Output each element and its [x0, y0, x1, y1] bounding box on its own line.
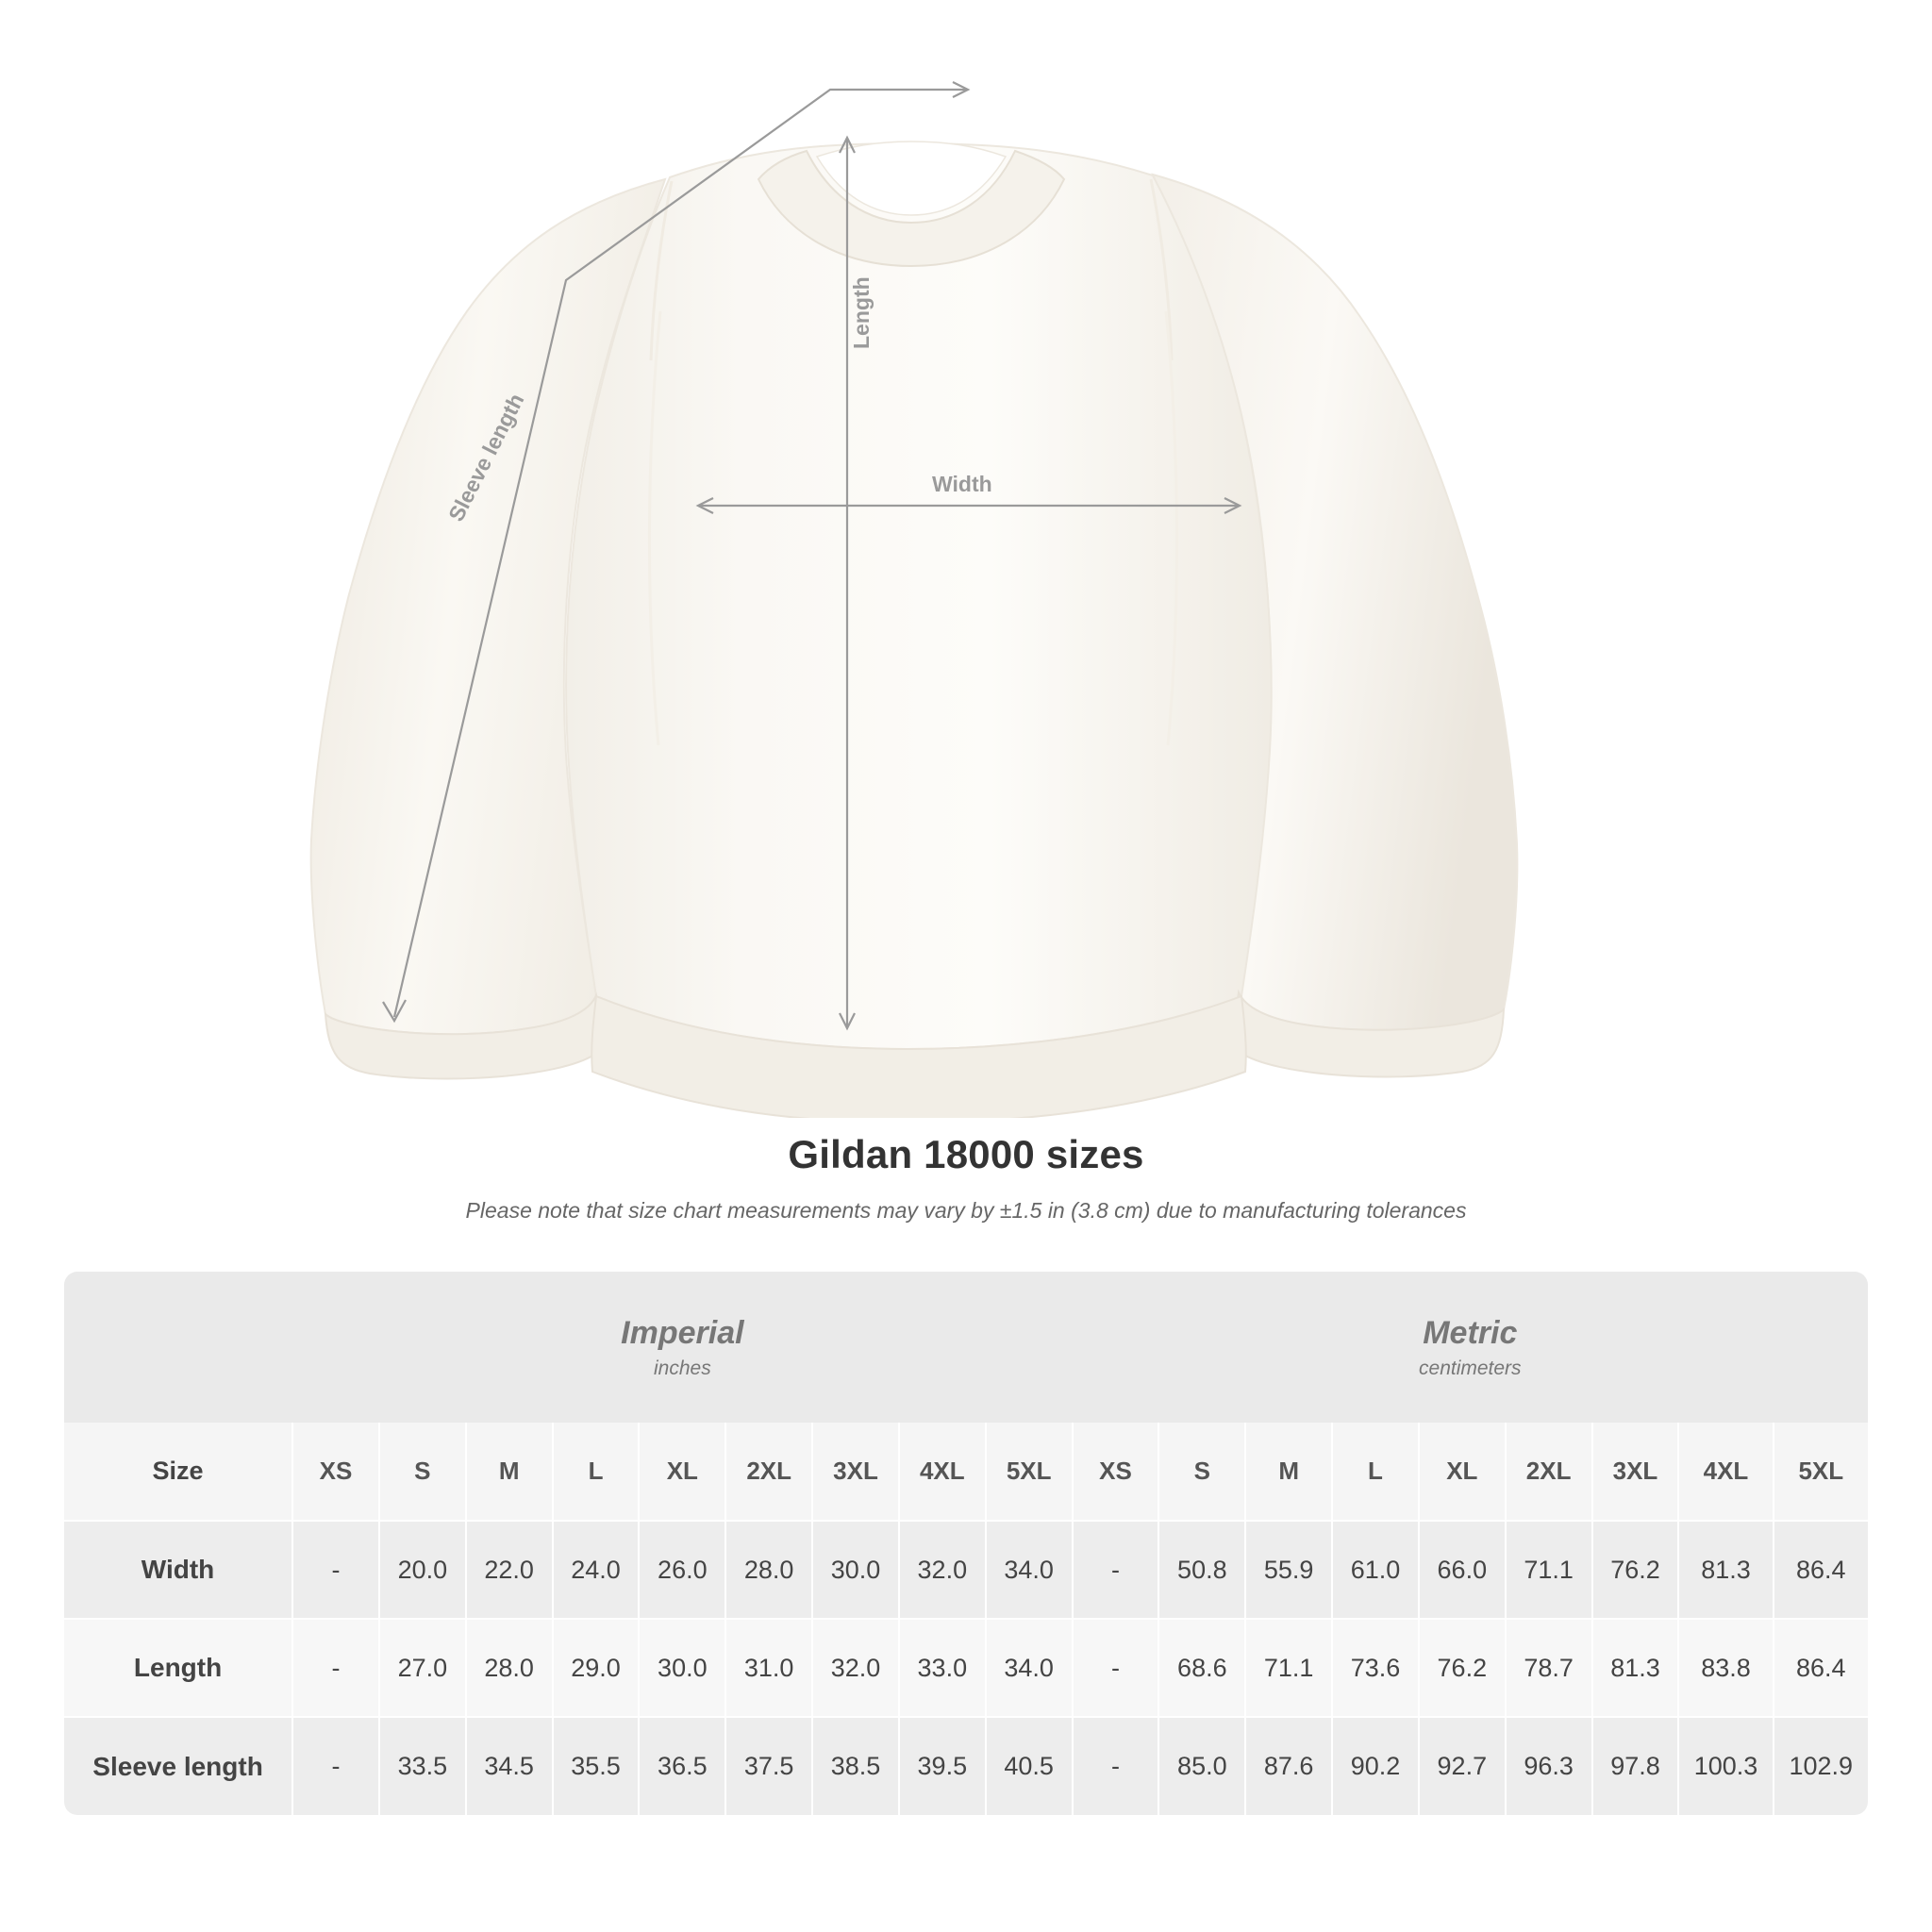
size-table-container	[64, 1272, 1868, 1815]
cell-width-metric-m: 55.9	[1245, 1521, 1332, 1619]
cell-width-imperial-l: 24.0	[553, 1521, 640, 1619]
size-header-imperial-xs: XS	[292, 1423, 379, 1521]
cell-width-metric-l: 61.0	[1332, 1521, 1419, 1619]
length-dimension-label: Length	[849, 276, 874, 349]
size-header-metric-l: L	[1332, 1423, 1419, 1521]
row-label-length: Length	[64, 1619, 292, 1717]
cell-length-imperial-3xl: 32.0	[812, 1619, 899, 1717]
cell-sleeve-imperial-3xl: 38.5	[812, 1717, 899, 1815]
cell-width-metric-2xl: 71.1	[1506, 1521, 1592, 1619]
cell-length-metric-3xl: 81.3	[1592, 1619, 1679, 1717]
size-header-imperial-l: L	[553, 1423, 640, 1521]
size-header-imperial-2xl: 2XL	[725, 1423, 812, 1521]
cell-width-metric-xl: 66.0	[1419, 1521, 1506, 1619]
cell-length-metric-m: 71.1	[1245, 1619, 1332, 1717]
cell-sleeve-imperial-xs: -	[292, 1717, 379, 1815]
tolerance-note: Please note that size chart measurements may vary by ±1.5 in (3.8 cm) due to manufacturing tolerances	[465, 1198, 1467, 1223]
cell-sleeve-metric-xl: 92.7	[1419, 1717, 1506, 1815]
cell-sleeve-metric-4xl: 100.3	[1678, 1717, 1773, 1815]
cell-length-imperial-l: 29.0	[553, 1619, 640, 1717]
page-title: Gildan 18000 sizes	[788, 1132, 1144, 1176]
cell-length-metric-5xl: 86.4	[1774, 1619, 1868, 1717]
cell-length-imperial-s: 27.0	[379, 1619, 466, 1717]
cell-length-metric-2xl: 78.7	[1506, 1619, 1592, 1717]
cell-sleeve-metric-5xl: 102.9	[1774, 1717, 1868, 1815]
cell-length-imperial-4xl: 33.0	[899, 1619, 986, 1717]
size-header-metric-m: M	[1245, 1423, 1332, 1521]
corner-cell	[64, 1272, 292, 1423]
size-header-metric-2xl: 2XL	[1506, 1423, 1592, 1521]
size-header-imperial-3xl: 3XL	[812, 1423, 899, 1521]
cell-width-metric-5xl: 86.4	[1774, 1521, 1868, 1619]
cell-sleeve-imperial-l: 35.5	[553, 1717, 640, 1815]
cell-width-imperial-3xl: 30.0	[812, 1521, 899, 1619]
cell-sleeve-metric-m: 87.6	[1245, 1717, 1332, 1815]
cell-sleeve-imperial-xl: 36.5	[639, 1717, 725, 1815]
imperial-unit-name: Imperial	[621, 1314, 744, 1351]
size-table	[64, 1272, 1868, 1815]
size-header-metric-s: S	[1158, 1423, 1245, 1521]
cell-width-metric-4xl: 81.3	[1678, 1521, 1773, 1619]
metric-unit-name: Metric	[1423, 1314, 1518, 1351]
cell-width-metric-s: 50.8	[1158, 1521, 1245, 1619]
size-header-metric-xs: XS	[1073, 1423, 1159, 1521]
cell-length-metric-l: 73.6	[1332, 1619, 1419, 1717]
imperial-unit-header	[292, 1272, 1072, 1423]
table-row	[64, 1521, 1868, 1619]
cell-length-metric-s: 68.6	[1158, 1619, 1245, 1717]
cell-sleeve-imperial-s: 33.5	[379, 1717, 466, 1815]
metric-unit-header	[1073, 1272, 1868, 1423]
cell-sleeve-imperial-4xl: 39.5	[899, 1717, 986, 1815]
cell-sleeve-imperial-m: 34.5	[466, 1717, 553, 1815]
cell-width-imperial-s: 20.0	[379, 1521, 466, 1619]
row-label-sleeve-length: Sleeve length	[64, 1717, 292, 1815]
cell-width-imperial-4xl: 32.0	[899, 1521, 986, 1619]
size-header-imperial-xl: XL	[639, 1423, 725, 1521]
size-column-label: Size	[64, 1423, 292, 1521]
sleeve-length-dimension-label: Sleeve length	[443, 389, 529, 525]
size-header-imperial-4xl: 4XL	[899, 1423, 986, 1521]
cell-length-imperial-5xl: 34.0	[986, 1619, 1073, 1717]
cell-sleeve-imperial-2xl: 37.5	[725, 1717, 812, 1815]
size-header-metric-4xl: 4XL	[1678, 1423, 1773, 1521]
cell-sleeve-metric-s: 85.0	[1158, 1717, 1245, 1815]
row-label-width: Width	[64, 1521, 292, 1619]
cell-length-metric-xs: -	[1073, 1619, 1159, 1717]
cell-length-imperial-xs: -	[292, 1619, 379, 1717]
size-header-metric-3xl: 3XL	[1592, 1423, 1679, 1521]
cell-width-imperial-5xl: 34.0	[986, 1521, 1073, 1619]
cell-width-imperial-xl: 26.0	[639, 1521, 725, 1619]
cell-width-imperial-2xl: 28.0	[725, 1521, 812, 1619]
cell-sleeve-metric-3xl: 97.8	[1592, 1717, 1679, 1815]
sweatshirt-shape	[311, 142, 1518, 1118]
cell-width-metric-3xl: 76.2	[1592, 1521, 1679, 1619]
size-header-imperial-5xl: 5XL	[986, 1423, 1073, 1521]
imperial-unit-sub: inches	[654, 1357, 711, 1380]
metric-unit-sub: centimeters	[1419, 1357, 1522, 1380]
size-header-metric-5xl: 5XL	[1774, 1423, 1868, 1521]
size-header-row	[64, 1423, 1868, 1521]
size-header-imperial-s: S	[379, 1423, 466, 1521]
cell-length-imperial-2xl: 31.0	[725, 1619, 812, 1717]
unit-header-row	[64, 1272, 1868, 1423]
size-header-metric-xl: XL	[1419, 1423, 1506, 1521]
cell-sleeve-metric-2xl: 96.3	[1506, 1717, 1592, 1815]
cell-width-metric-xs: -	[1073, 1521, 1159, 1619]
cell-length-metric-4xl: 83.8	[1678, 1619, 1773, 1717]
size-header-imperial-m: M	[466, 1423, 553, 1521]
table-row	[64, 1717, 1868, 1815]
cell-length-metric-xl: 76.2	[1419, 1619, 1506, 1717]
cell-length-imperial-xl: 30.0	[639, 1619, 725, 1717]
cell-length-imperial-m: 28.0	[466, 1619, 553, 1717]
width-dimension-label: Width	[932, 472, 992, 496]
cell-sleeve-imperial-5xl: 40.5	[986, 1717, 1073, 1815]
cell-width-imperial-xs: -	[292, 1521, 379, 1619]
cell-sleeve-metric-xs: -	[1073, 1717, 1159, 1815]
cell-sleeve-metric-l: 90.2	[1332, 1717, 1419, 1815]
cell-width-imperial-m: 22.0	[466, 1521, 553, 1619]
table-row	[64, 1619, 1868, 1717]
title-block	[0, 1132, 1932, 1224]
